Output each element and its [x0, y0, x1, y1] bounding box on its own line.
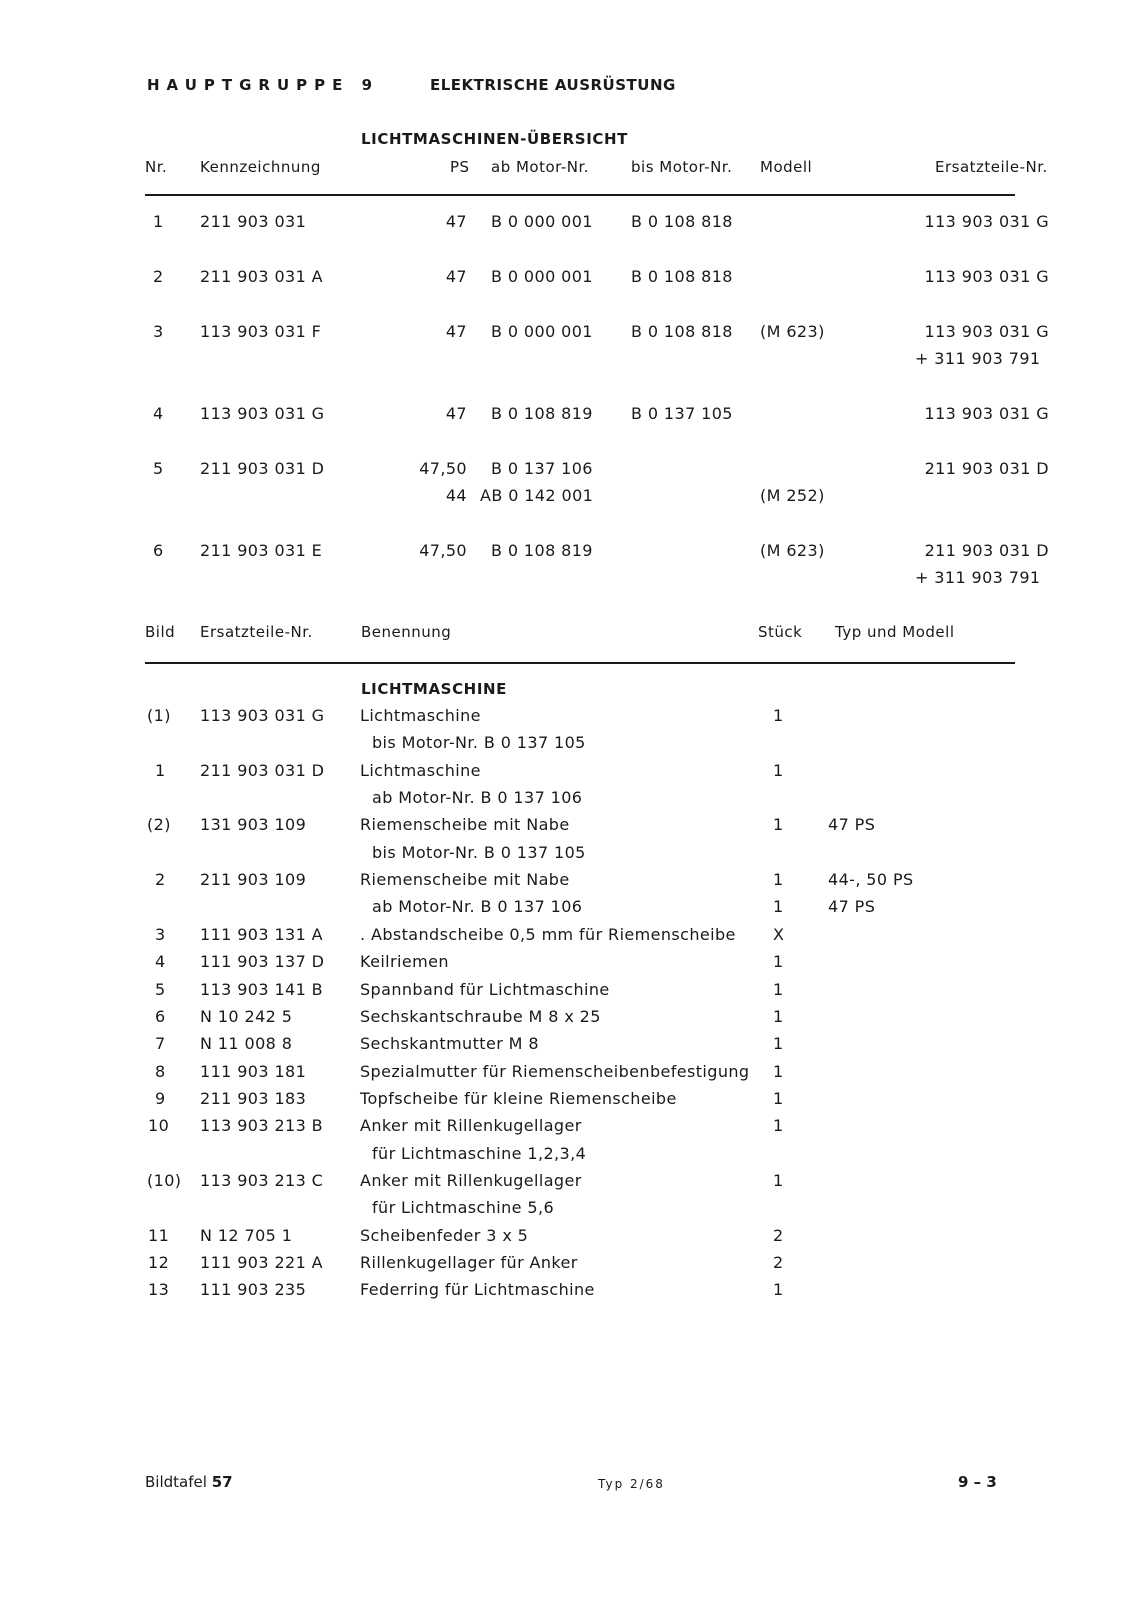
- parts-cell-benennung: Spannband für Lichtmaschine: [360, 980, 610, 999]
- overview-cell-ab-motor: B 0 137 106: [491, 459, 593, 478]
- overview-cell-modell: (M 623): [760, 541, 825, 560]
- overview-cell-ersatzteile: 211 903 031 D: [924, 541, 1049, 560]
- parts-cell-bild: 13: [148, 1280, 170, 1299]
- parts-cell-benennung: Lichtmaschine: [360, 706, 481, 725]
- parts-cell-benennung: Topfscheibe für kleine Riemenscheibe: [360, 1089, 677, 1108]
- overview-cell-nr: 4: [153, 404, 164, 423]
- parts-cell-benennung: Spezialmutter für Riemenscheibenbefestigung: [360, 1062, 750, 1081]
- overview-cell-nr: 1: [153, 212, 164, 231]
- parts-cell-benennung: Riemenscheibe mit Nabe: [360, 870, 570, 889]
- overview-cell-ps: 47,50: [419, 541, 467, 560]
- parts-cell-stueck: 2: [773, 1253, 784, 1272]
- overview-cell-bis-motor: B 0 108 818: [631, 322, 733, 341]
- parts-cell-benennung: Riemenscheibe mit Nabe: [360, 815, 570, 834]
- parts-cell-nr: N 10 242 5: [200, 1007, 293, 1026]
- parts-cell-bild: 8: [155, 1062, 166, 1081]
- footer-typ: Typ 2/68: [598, 1477, 665, 1491]
- overview-cell-ps: 47: [445, 322, 467, 341]
- overview-cell-ersatzteile: 211 903 031 D: [924, 459, 1049, 478]
- parts-cell-stueck: 2: [773, 1226, 784, 1245]
- col-benennung: Benennung: [361, 623, 452, 641]
- parts-cell-stueck: X: [773, 925, 785, 944]
- parts-cell-benennung: Rillenkugellager für Anker: [360, 1253, 578, 1272]
- overview-cell-kennzeichnung: 113 903 031 F: [200, 322, 322, 341]
- overview-cell-ersatzteile: 113 903 031 G: [924, 404, 1049, 423]
- main-group-heading: HAUPTGRUPPE 9: [147, 76, 380, 94]
- overview-cell-ab-motor: B 0 000 001: [491, 212, 593, 231]
- parts-cell-bild: 2: [155, 870, 166, 889]
- parts-cell-stueck: 1: [773, 1007, 784, 1026]
- parts-cell-typ: 44-, 50 PS: [828, 870, 914, 889]
- overview-cell-ersatzteile-extra: + 311 903 791: [915, 349, 1041, 368]
- parts-cell-stueck: 1: [773, 870, 784, 889]
- parts-cell-bild: 7: [155, 1034, 166, 1053]
- overview-cell-ersatzteile: 113 903 031 G: [924, 267, 1049, 286]
- parts-cell-bild: (1): [147, 706, 171, 725]
- parts-cell-benennung: Anker mit Rillenkugellager: [360, 1171, 582, 1190]
- overview-cell-ab-motor: B 0 108 819: [491, 404, 593, 423]
- overview-subcell-ab-motor: AB 0 142 001: [480, 486, 594, 505]
- parts-cell-typ: 47 PS: [828, 815, 876, 834]
- parts-cell-typ: 47 PS: [828, 897, 876, 916]
- overview-divider: [145, 194, 1015, 196]
- col-modell: Modell: [760, 158, 813, 176]
- parts-cell-nr: 113 903 213 B: [200, 1116, 324, 1135]
- parts-cell-nr: 211 903 183: [200, 1089, 307, 1108]
- parts-cell-stueck: 1: [773, 1034, 784, 1053]
- parts-cell-stueck: 1: [773, 897, 784, 916]
- parts-cell-bild: (10): [147, 1171, 182, 1190]
- bildtafel-number: 57: [211, 1473, 233, 1491]
- col-ersatzteile-nr: Ersatzteile-Nr.: [200, 623, 313, 641]
- parts-cell-nr: 113 903 213 C: [200, 1171, 324, 1190]
- overview-cell-ersatzteile-extra: + 311 903 791: [915, 568, 1041, 587]
- col-kennzeichnung: Kennzeichnung: [200, 158, 321, 176]
- parts-cell-bild: 6: [155, 1007, 166, 1026]
- overview-cell-nr: 3: [153, 322, 164, 341]
- page-number: 9 – 3: [958, 1473, 997, 1491]
- parts-cell-stueck: 1: [773, 1089, 784, 1108]
- overview-cell-ps: 47: [445, 212, 467, 231]
- overview-cell-bis-motor: B 0 108 818: [631, 267, 733, 286]
- col-ab-motor: ab Motor-Nr.: [491, 158, 590, 176]
- parts-cell-bild: 9: [155, 1089, 166, 1108]
- parts-cell-benennung: Scheibenfeder 3 x 5: [360, 1226, 529, 1245]
- overview-cell-ersatzteile: 113 903 031 G: [924, 322, 1049, 341]
- parts-cell-bild: (2): [147, 815, 171, 834]
- col-stueck: Stück: [758, 623, 803, 641]
- parts-cell-stueck: 1: [773, 1280, 784, 1299]
- parts-cell-benennung: Keilriemen: [360, 952, 449, 971]
- parts-cell-bild: 1: [155, 761, 166, 780]
- parts-cell-benennung: Anker mit Rillenkugellager: [360, 1116, 582, 1135]
- parts-section-title: LICHTMASCHINE: [361, 680, 508, 698]
- overview-cell-ps: 47: [445, 267, 467, 286]
- overview-cell-ab-motor: B 0 108 819: [491, 541, 593, 560]
- footer-bildtafel: [145, 1473, 233, 1491]
- overview-cell-modell: (M 623): [760, 322, 825, 341]
- overview-cell-nr: 5: [153, 459, 164, 478]
- parts-cell-nr: 113 903 141 B: [200, 980, 324, 999]
- col-ersatzteile: Ersatzteile-Nr.: [935, 158, 1048, 176]
- parts-cell-nr: 111 903 137 D: [200, 952, 325, 971]
- overview-cell-nr: 6: [153, 541, 164, 560]
- parts-cell-bild: 12: [148, 1253, 170, 1272]
- parts-cell-bild: 5: [155, 980, 166, 999]
- overview-subcell-modell: (M 252): [760, 486, 825, 505]
- parts-cell-benennung: ab Motor-Nr. B 0 137 106: [372, 788, 583, 807]
- parts-cell-bild: 3: [155, 925, 166, 944]
- parts-cell-stueck: 1: [773, 1116, 784, 1135]
- bildtafel-label: Bildtafel: [145, 1473, 207, 1491]
- parts-cell-benennung: für Lichtmaschine 1,2,3,4: [372, 1144, 587, 1163]
- overview-cell-kennzeichnung: 211 903 031: [200, 212, 307, 231]
- col-typ-modell: Typ und Modell: [835, 623, 955, 641]
- overview-cell-bis-motor: B 0 137 105: [631, 404, 733, 423]
- col-bild: Bild: [145, 623, 176, 641]
- parts-cell-benennung: bis Motor-Nr. B 0 137 105: [372, 843, 586, 862]
- overview-title: LICHTMASCHINEN-ÜBERSICHT: [361, 130, 628, 148]
- group-title: ELEKTRISCHE AUSRÜSTUNG: [430, 76, 676, 94]
- parts-cell-bild: 4: [155, 952, 166, 971]
- parts-cell-nr: 113 903 031 G: [200, 706, 325, 725]
- parts-divider: [145, 662, 1015, 664]
- parts-cell-stueck: 1: [773, 1062, 784, 1081]
- overview-cell-kennzeichnung: 211 903 031 A: [200, 267, 324, 286]
- col-ps: PS: [450, 158, 470, 176]
- parts-cell-stueck: 1: [773, 706, 784, 725]
- col-bis-motor: bis Motor-Nr.: [631, 158, 733, 176]
- overview-cell-ps: 47,50: [419, 459, 467, 478]
- overview-cell-kennzeichnung: 113 903 031 G: [200, 404, 325, 423]
- overview-cell-kennzeichnung: 211 903 031 E: [200, 541, 323, 560]
- parts-cell-bild: 11: [148, 1226, 170, 1245]
- overview-cell-nr: 2: [153, 267, 164, 286]
- parts-cell-nr: 111 903 131 A: [200, 925, 324, 944]
- parts-cell-stueck: 1: [773, 815, 784, 834]
- col-nr: Nr.: [145, 158, 168, 176]
- parts-cell-nr: N 11 008 8: [200, 1034, 293, 1053]
- overview-cell-bis-motor: B 0 108 818: [631, 212, 733, 231]
- parts-cell-nr: 211 903 109: [200, 870, 307, 889]
- overview-cell-ps: 47: [445, 404, 467, 423]
- parts-cell-benennung: Sechskantmutter M 8: [360, 1034, 539, 1053]
- parts-cell-nr: 131 903 109: [200, 815, 307, 834]
- parts-cell-stueck: 1: [773, 1171, 784, 1190]
- overview-cell-kennzeichnung: 211 903 031 D: [200, 459, 325, 478]
- overview-cell-ab-motor: B 0 000 001: [491, 322, 593, 341]
- overview-subcell-ps: 44: [445, 486, 467, 505]
- parts-cell-stueck: 1: [773, 980, 784, 999]
- overview-cell-ersatzteile: 113 903 031 G: [924, 212, 1049, 231]
- parts-cell-bild: 10: [148, 1116, 170, 1135]
- overview-cell-ab-motor: B 0 000 001: [491, 267, 593, 286]
- parts-cell-nr: 211 903 031 D: [200, 761, 325, 780]
- parts-cell-nr: 111 903 221 A: [200, 1253, 324, 1272]
- parts-cell-stueck: 1: [773, 952, 784, 971]
- parts-cell-benennung: Federring für Lichtmaschine: [360, 1280, 595, 1299]
- parts-cell-benennung: für Lichtmaschine 5,6: [372, 1198, 555, 1217]
- parts-cell-benennung: Sechskantschraube M 8 x 25: [360, 1007, 601, 1026]
- parts-cell-nr: N 12 705 1: [200, 1226, 293, 1245]
- parts-cell-stueck: 1: [773, 761, 784, 780]
- parts-cell-benennung: Lichtmaschine: [360, 761, 481, 780]
- parts-cell-benennung: bis Motor-Nr. B 0 137 105: [372, 733, 586, 752]
- parts-cell-nr: 111 903 235: [200, 1280, 307, 1299]
- parts-cell-nr: 111 903 181: [200, 1062, 307, 1081]
- parts-cell-benennung: . Abstandscheibe 0,5 mm für Riemenscheibe: [360, 925, 736, 944]
- parts-cell-benennung: ab Motor-Nr. B 0 137 106: [372, 897, 583, 916]
